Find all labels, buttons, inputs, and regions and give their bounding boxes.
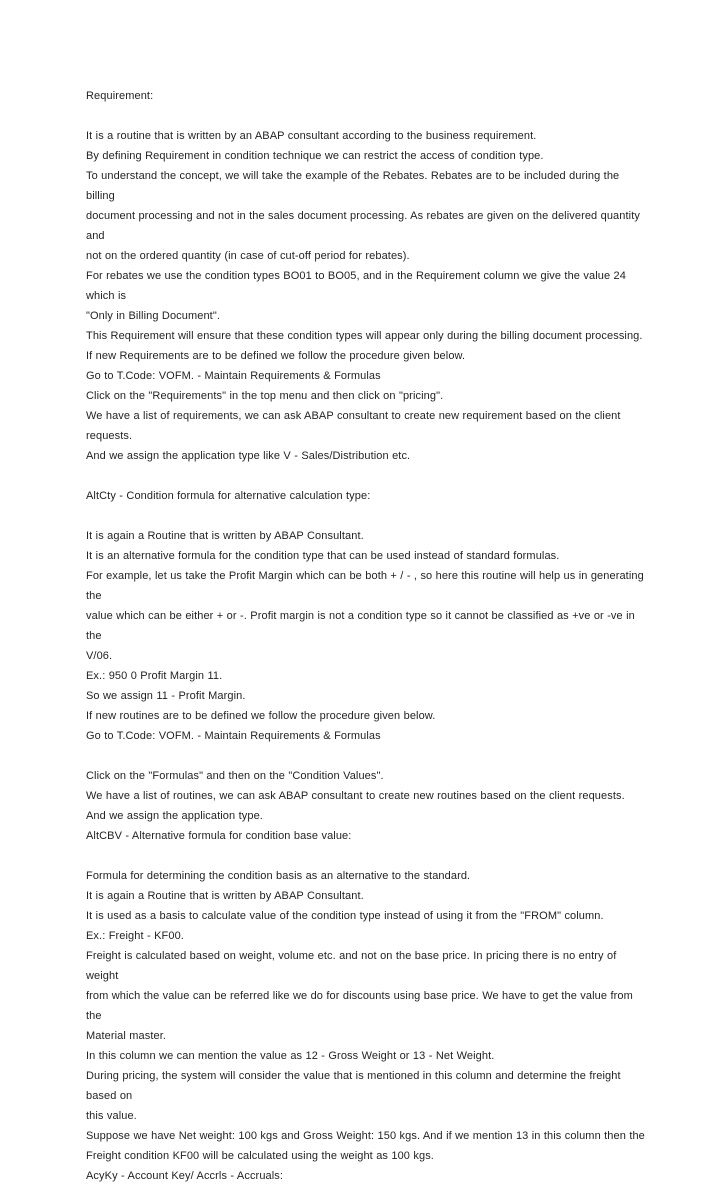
requirement-body-line-7: "Only in Billing Document". [86,310,220,322]
altcty-body-line-8: If new routines are to be defined we follow the procedure given below. [86,710,436,722]
altcbv-body-line-10: this value. [86,1110,137,1122]
altcbv-heading: AltCBV - Alternative formula for condition base value: [86,830,352,842]
requirement-body-line-10: Go to T.Code: VOFM. - Maintain Requirements & Formulas [86,370,381,382]
altcbv-body-line-5: Freight is calculated based on weight, volume etc. and not on the base price. In pricing there is no entry of weight [86,950,617,982]
requirement-body-line-11: Click on the "Requirements" in the top menu and then click on "pricing". [86,390,444,402]
altcty-body-line-7: So we assign 11 - Profit Margin. [86,690,246,702]
requirement-body-line-2: By defining Requirement in condition technique we can restrict the access of condition type. [86,150,544,162]
altcty-body-line-5: V/06. [86,650,113,662]
requirement-body-line-1: It is a routine that is written by an ABAP consultant according to the business requirement. [86,130,537,142]
formulas-body-line-1: Click on the "Formulas" and then on the "Condition Values". [86,770,384,782]
altcbv-body-line-12: Freight condition KF00 will be calculated using the weight as 100 kgs. [86,1150,434,1162]
paragraph-spacer [86,846,646,866]
altcty-body-line-2: It is an alternative formula for the condition type that can be used instead of standard formulas. [86,550,560,562]
requirement-body-line-9: If new Requirements are to be defined we follow the procedure given below. [86,350,466,362]
requirement-body-line-4: document processing and not in the sales document processing. As rebates are given on the delivered quantity and [86,210,640,242]
altcbv-body-line-6: from which the value can be referred like we do for discounts using base price. We have to get the value from the [86,990,633,1022]
altcbv-body-line-8: In this column we can mention the value as 12 - Gross Weight or 13 - Net Weight. [86,1050,495,1062]
paragraph-spacer [86,506,646,526]
requirement-body-line-12: We have a list of requirements, we can ask ABAP consultant to create new requirement based on the client requests. [86,410,621,442]
altcbv-body-line-7: Material master. [86,1030,167,1042]
altcty-body-line-4: value which can be either + or -. Profit margin is not a condition type so it cannot be classified as +ve or -ve in the [86,610,635,642]
acyky-heading: AcyKy - Account Key/ Accrls - Accruals: [86,1170,284,1182]
altcty-heading: AltCty - Condition formula for alternative calculation type: [86,490,371,502]
paragraph-spacer [86,466,646,486]
requirement-body-line-3: To understand the concept, we will take the example of the Rebates. Rebates are to be included during the billing [86,170,620,202]
altcbv-body-line-4: Ex.: Freight - KF00. [86,930,184,942]
altcty-body-line-3: For example, let us take the Profit Margin which can be both + / - , so here this routine will help us in generating the [86,570,644,602]
requirement-body-line-5: not on the ordered quantity (in case of cut-off period for rebates). [86,250,410,262]
altcbv-body-line-2: It is again a Routine that is written by ABAP Consultant. [86,890,364,902]
altcbv-body-line-9: During pricing, the system will consider the value that is mentioned in this column and determine the freight based on [86,1070,621,1102]
paragraph-spacer [86,106,646,126]
formulas-body-line-2: We have a list of routines, we can ask ABAP consultant to create new routines based on the client requests. [86,790,625,802]
altcty-body-line-6: Ex.: 950 0 Profit Margin 11. [86,670,223,682]
requirement-body-line-13: And we assign the application type like V - Sales/Distribution etc. [86,450,411,462]
formulas-body-line-3: And we assign the application type. [86,810,263,822]
altcbv-body-line-1: Formula for determining the condition basis as an alternative to the standard. [86,870,471,882]
paragraph-spacer [86,746,646,766]
altcbv-body-line-11: Suppose we have Net weight: 100 kgs and Gross Weight: 150 kgs. And if we mention 13 in this column then the [86,1130,645,1142]
requirement-heading: Requirement: [86,90,154,102]
document-body [86,86,646,1186]
altcty-body-line-1: It is again a Routine that is written by ABAP Consultant. [86,530,364,542]
altcty-body-line-9: Go to T.Code: VOFM. - Maintain Requirements & Formulas [86,730,381,742]
requirement-body-line-8: This Requirement will ensure that these condition types will appear only during the billing document processing. [86,330,643,342]
altcbv-body-line-3: It is used as a basis to calculate value of the condition type instead of using it from the "FROM" column. [86,910,604,922]
requirement-body-line-6: For rebates we use the condition types BO01 to BO05, and in the Requirement column we give the value 24 which is [86,270,626,302]
